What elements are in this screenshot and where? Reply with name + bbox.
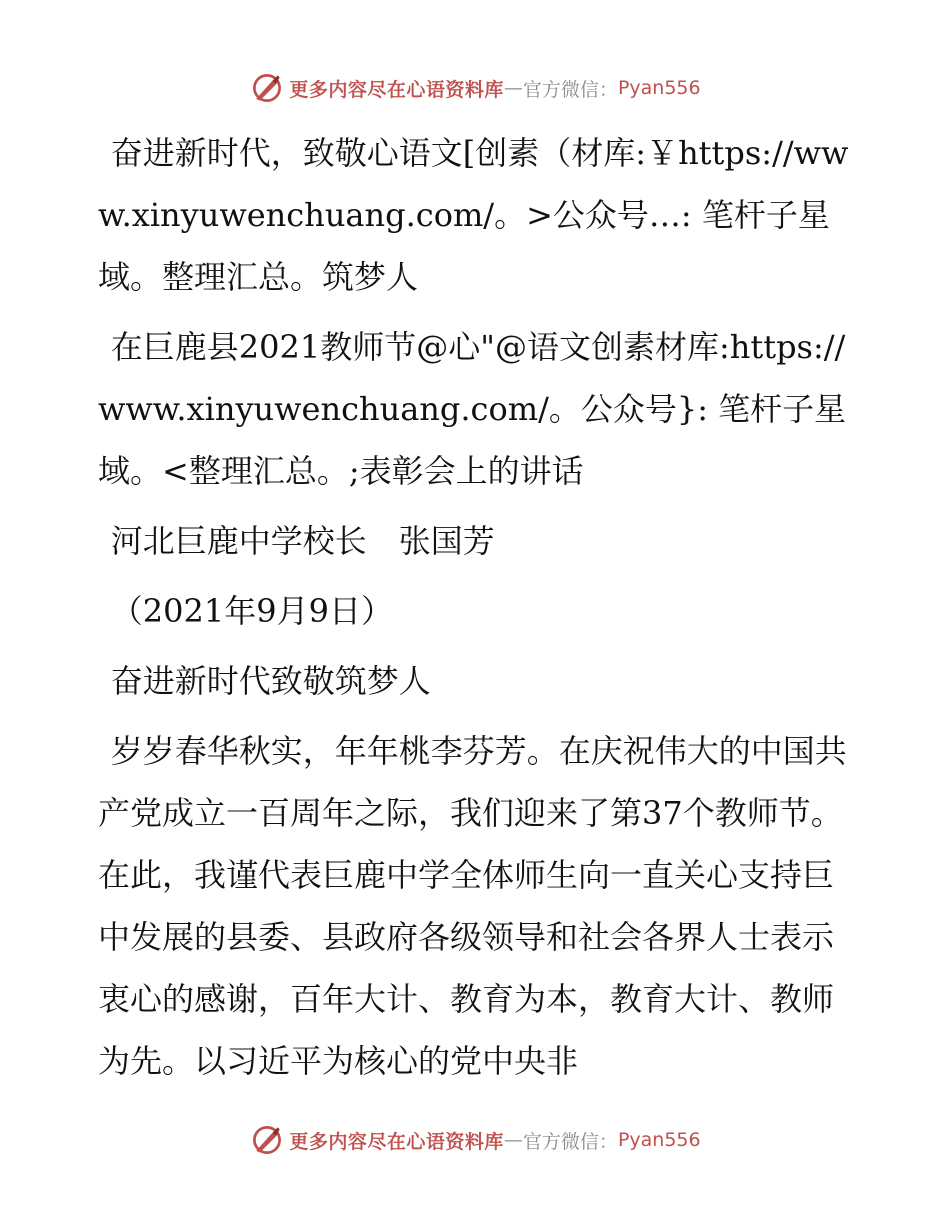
banner-dash: — bbox=[503, 1129, 523, 1151]
paragraph-header-line: 奋进新时代，致敬心语文[创素（材库:￥https://www.xinyuwenchuang.com/。>公众号…: 笔杆子星域。整理汇总。筑梦人 bbox=[98, 134, 849, 296]
paragraph-subtitle: 奋进新时代致敬筑梦人 bbox=[110, 662, 431, 700]
paragraph-body: 岁岁春华秋实，年年桃李芬芳。在庆祝伟大的中国共产党成立一百周年之际，我们迎来了第37个教师节。在此，我谨代表巨鹿中学全体师生向一直关心支持巨中发展的县委、县政府各级领导和社会各界人士表示衷心的感谢，百年大计、教育为本，教育大计、教师为先。以习近平为核心的党中央非 bbox=[98, 732, 847, 1080]
banner-site-text: 更多内容尽在心语资料库 bbox=[289, 1130, 504, 1153]
banner-dash: — bbox=[503, 77, 523, 99]
banner-site-text: 更多内容尽在心语资料库 bbox=[289, 78, 504, 101]
banner-wechat-id: Pyan556 bbox=[617, 1129, 701, 1151]
banner-wechat-id: Pyan556 bbox=[617, 77, 701, 99]
banner-wechat-label: 官方微信： bbox=[522, 1130, 618, 1153]
document-body bbox=[98, 122, 858, 1100]
pen-logo-icon bbox=[249, 1122, 285, 1158]
paragraph-author: 河北巨鹿中学校长 张国芳 bbox=[110, 522, 495, 560]
banner-wechat-label: 官方微信： bbox=[522, 78, 618, 101]
paragraph-date: （2021年9月9日） bbox=[110, 592, 393, 630]
paragraph-title: 在巨鹿县2021教师节@心"@语文创素材库:https://www.xinyuwenchuang.com/。公众号}: 笔杆子星域。<整理汇总。;表彰会上的讲话 bbox=[98, 328, 847, 490]
header-watermark bbox=[0, 70, 950, 106]
footer-watermark bbox=[0, 1122, 950, 1158]
pen-logo-icon bbox=[249, 70, 285, 106]
